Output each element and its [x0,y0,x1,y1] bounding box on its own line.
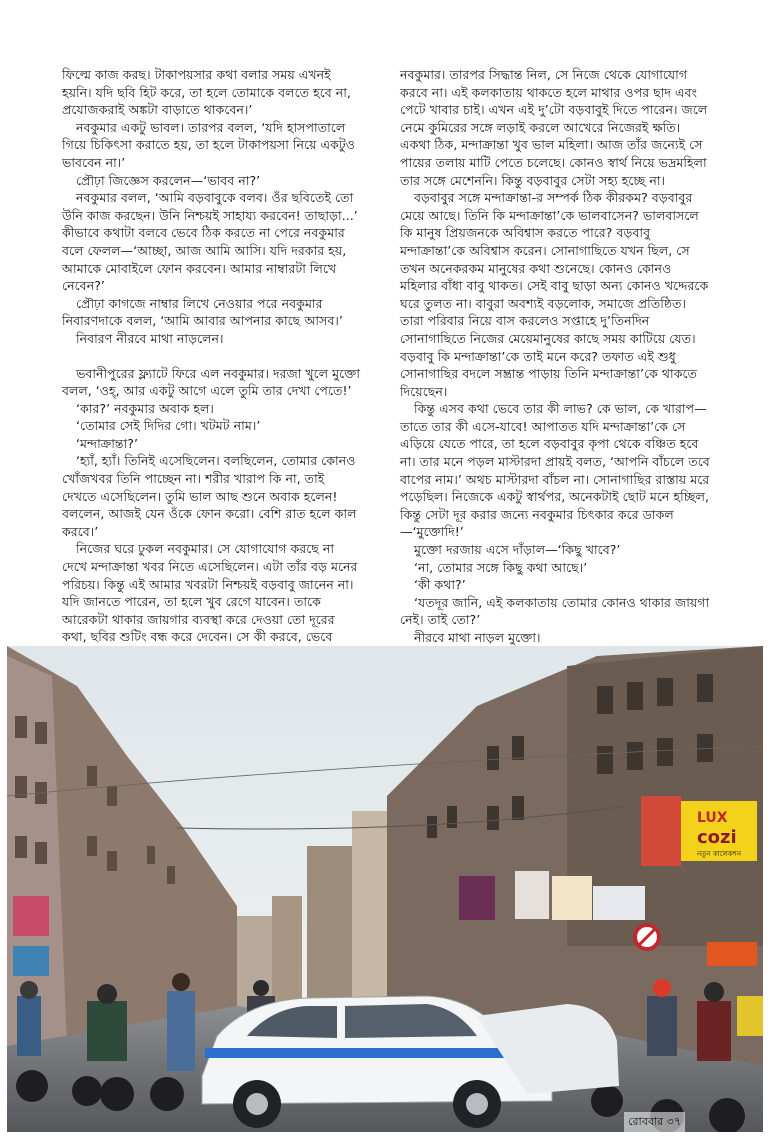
paragraph: ‘তোমার সেই দিদির গো। খটমট নাম।’ [76,418,261,434]
paragraph: ভবানীপুরের ফ্ল্যাটে ফিরে এল নবকুমার। দরজা খুলে মুক্তো বলল, ‘ওহ্, আর একটু আগে এলে তুমি তার দেখা পেতে!’ [62,365,361,399]
paragraph: ‘না, তোমার সঙ্গে কিছু কথা আছে।’ [414,559,588,575]
paragraph: নবকুমার একটু ভাবল। তারপর বলল, ‘যদি হাসপাতালে গিয়ে চিকিৎসা করাতে হয়, তা হলে টাকাপয়সা নিয়ে একটুও ভাববেন না।’ [62,119,356,170]
paragraph: ‘মন্দাক্রান্তা?’ [76,435,138,451]
left-signboard [13,896,49,936]
distant-building [307,846,357,1006]
billboard-tagline-text: নতুন কালেকশন [697,850,742,858]
street-photo [7,646,763,1132]
page-folio: রোববার ৩৭ [624,1112,685,1133]
paragraph: ফিল্মে কাজ করছ। টাকাপয়সার কথা বলার সময় এখনই হয়নি। যদি ছবি হিট করে, তা হলে তোমাকে বলতে হবে না, প্রযোজকরাই অঙ্কটা বাড়াতে থাকবেন।’ [62,67,351,118]
poster [593,886,645,920]
billboard-portrait [641,796,681,866]
paragraph: নিবারণ নীরবে মাথা নাড়লেন। [76,330,224,346]
right-text-column [400,66,712,664]
paragraph: ‘হ্যাঁ, হ্যাঁ। তিনিই এসেছিলেন। বলছিলেন, তোমার কোনও খোঁজখবর তিনি পাচ্ছেন না। শরীর খারাপ কি না, তাই দেখতে এসেছিলেন। তুমি ভাল আছ শুনে অবাক হলেন! বললেন, আজই যেন ওঁকে ফোন করো। বেশি রাত হলে কাল করবে।’ [62,453,357,539]
poster [552,876,592,920]
paragraph: নিজের ঘরে ঢুকল নবকুমার। সে যোগাযোগ করছে না দেখে মন্দাক্রান্তা খবর নিতে এসেছিলেন। এটা তাঁর বড় মনের পরিচয়। কিন্তু এই আমার খবরটা নিশ্চয়ই বড়বাবু জানেন না। যদি জানতে পারেন, তা হলে খুব রেগে যাবেন। তাকে আরেকটা থাকার জায়গার ব্যবস্থা করে দেওয়া তো দূরের কথা, ছবির শুটিং বন্ধ করে দেবেন। সে কী করবে, ভেবে [62,541,358,645]
paragraph: প্রৌঢ়া কাগজে নাম্বার লিখে নেওয়ার পরে নবকুমার নিবারণদাকে বলল, ‘আমি আবার আপনার কাছে আসব।’ [62,295,343,329]
billboard-lux-text: LUX [697,810,728,826]
billboard-brand-text: cozi [697,827,737,848]
distant-building [272,896,302,1006]
paragraph: বড়বাবুর সঙ্গে মন্দাক্রান্তা-র সম্পর্ক ঠিক কীরকম? বড়বাবুর মেয়ে আছে। তিনি কি মন্দাক্রান্তা’কে ভালবাসেন? ভালবাসলে কি মানুষ প্রিয়জনকে অবিশ্বাস করতে পারে? বড়বাবু মন্দাক্রান্তা’কে অবিশ্বাস করেন। সোনাগাছিতে যখন ছিল, সে তখন অনেকরকম মানুষের কথা শুনেছে। কোনও কোনও মহিলার বাঁধা বাবু থাকত। সেই বাবু ছাড়া অন্য কোনও খদ্দেরকে ঘরে তুলত না। বাবুরা অবশ্যই বড়লোক, সমাজে প্রতিষ্ঠিত। তারা পরিবার নিয়ে বাস করলেও সপ্তাহে দু’তিনদিন সোনাগাছিতে নিজের মেয়েমানুষের কাছে সময় কাটিয়ে যেত। বড়বাবু কি মন্দাক্রান্তা’কে তাই মনে করে? তফাত এই শুধু সোনাগাছির বদলে সম্ভ্রান্ত পাড়ায় তিনি মন্দাক্রান্তা’কে থাকতে দিয়েছেন। [400,190,709,399]
left-signboard [13,946,49,976]
yellow-taxi [737,996,763,1036]
paragraph: কিন্তু এসব কথা ভেবে তার কী লাভ? কে ভাল, কে খারাপ—তাতে তার কী এসে-যাবে! আপাতত যদি মন্দাক্রান্তা’কে সে এড়িয়ে যেতে পারে, তা হলে বড়বাবুর কৃপা থেকে বঞ্চিত হবে না। তার মনে পড়ল মাস্টারদা প্রায়ই বলত, ‘আপনি বাঁচলে তবে বাপের নাম।’ অথচ মাস্টারদা বাঁচল না। সোনাগাছির রাস্তায় মরে পড়েছিল। নিজেকে একটু স্বার্থপর, অনেকটাই ছোট মনে হচ্ছিল, কিন্তু সেটা দূর করার জন্যে নবকুমার চিৎকার করে ডাকল—‘মুক্তোদি!’ [400,401,710,540]
paragraph: নীরবে মাথা নাড়ল মুক্তো। [414,630,541,645]
shop-sign [707,942,757,966]
paragraph: ‘যতদূর জানি, এই কলকাতায় তোমার কোনও থাকার জায়গা নেই। তাই তো?’ [400,594,710,628]
paragraph: প্রৌঢ়া জিজ্ঞেস করলেন—‘ভাবব না?’ [76,172,261,188]
distant-building [352,811,392,1006]
left-text-column [62,66,362,699]
paragraph: ‘কার?’ নবকুমার অবাক হল। [76,400,214,416]
paragraph: ‘কী কথা?’ [414,577,466,593]
poster [515,871,549,919]
paragraph: নবকুমার বলল, ‘আমি বড়বাবুকে বলব। ওঁর ছবিতেই তো উনি কাজ করছেন। উনি নিশ্চয়ই সাহায্য করবেন! তাছাড়া...’ কীভাবে কথাটা বলবে ভেবে ঠিক করতে না পেরে নবকুমার বলে ফেলল—‘আচ্ছা, আজ আমি আসি। যদি দরকার হয়, আমাকে মোবাইলে ফোন করবেন। আমার নাম্বারটা লিখে নেবেন?’ [62,190,358,294]
poster [459,876,495,920]
paragraph: মুক্তো দরজায় এসে দাঁড়াল—‘কিছু খাবে?’ [414,542,621,558]
paragraph: নবকুমার। তারপর সিদ্ধান্ত নিল, সে নিজে থেকে যোগাযোগ করবে না। এই কলকাতায় থাকতে হলে মাথার ওপর ছাদ এবং পেটে খাবার চাই। এখন এই দু’টো বড়বাবুই দিতে পারেন। জলে নেমে কুমিরের সঙ্গে লড়াই করলে আখেরে নিজেরই ক্ষতি। একথা ঠিক, মন্দাক্রান্তা খুব ভাল মহিলা। আজ তাঁর জন্যেই সে পায়ের তলায় মাটি পেতে চলেছে। কোনও স্বার্থ নিয়ে ভদ্রমহিলা তার সঙ্গে মেশেননি। কিন্তু বড়বাবুর সেটা সহ্য হচ্ছে না। [400,67,708,188]
street-scene-illustration [7,646,763,1132]
